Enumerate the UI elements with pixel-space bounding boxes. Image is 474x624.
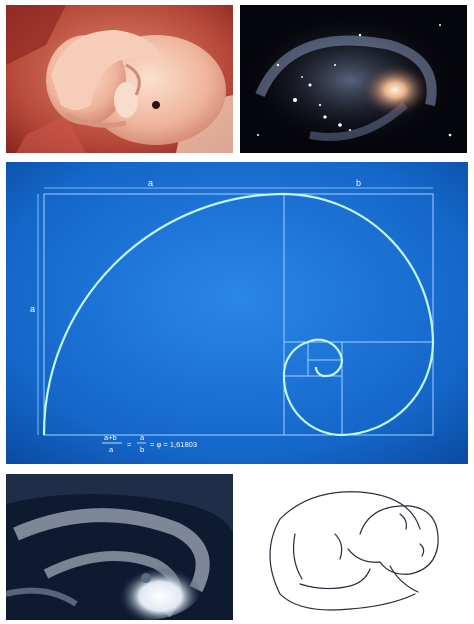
formula-frac2-num: a — [140, 433, 145, 442]
formula-frac1-num: a+b — [104, 433, 117, 442]
fetus-sketch — [240, 474, 467, 620]
hurricane-photo — [6, 474, 233, 620]
formula-frac2-den: b — [140, 445, 145, 454]
label-side-a: a — [30, 304, 36, 314]
formula-frac1-den: a — [109, 445, 114, 454]
label-top-b: b — [356, 178, 362, 188]
formula-result: = φ = 1,61803 — [150, 440, 197, 449]
label-top-a: a — [148, 178, 154, 188]
galaxy-photo — [240, 5, 467, 153]
embryo-photo — [6, 5, 233, 153]
blueprint-background — [6, 162, 468, 464]
golden-ratio-diagram — [6, 162, 468, 464]
formula-eq1: = — [127, 440, 132, 449]
